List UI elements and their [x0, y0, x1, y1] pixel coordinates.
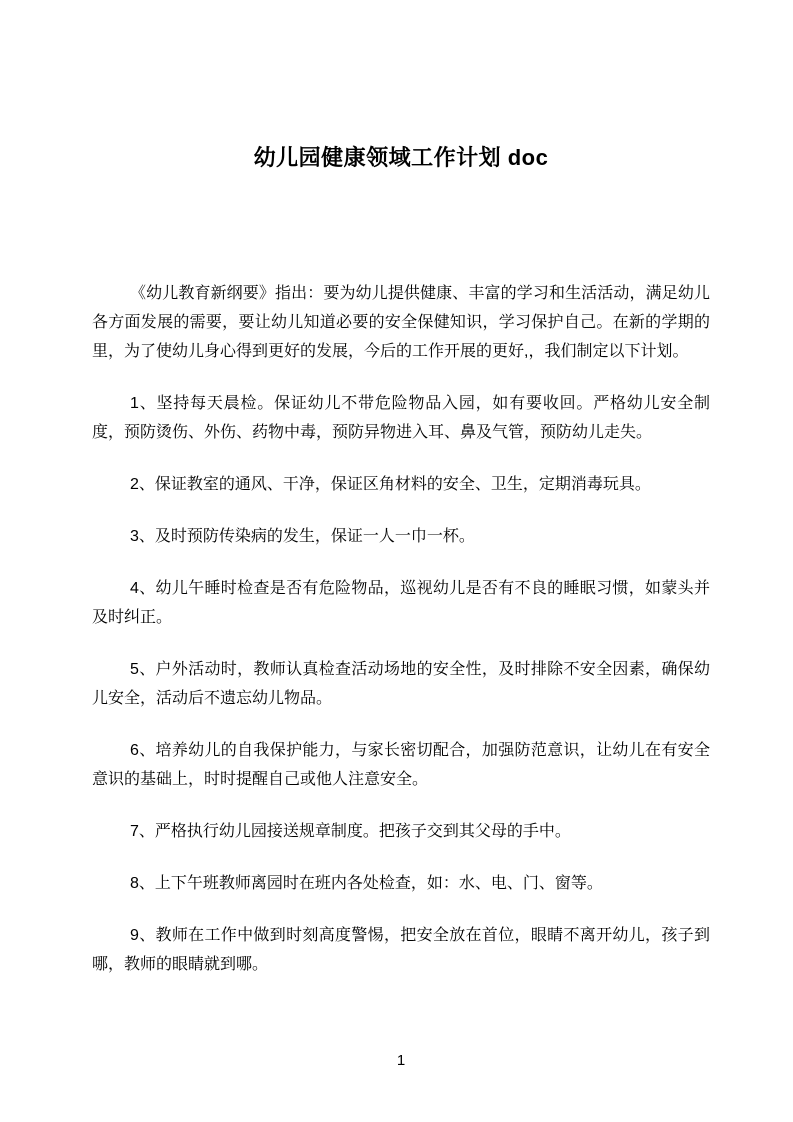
page-number: 1: [396, 1052, 406, 1069]
list-item-4: 4、幼儿午睡时检查是否有危险物品，巡视幼儿是否有不良的睡眠习惯，如蒙头并及时纠正。: [92, 580, 710, 626]
list-item-6: 6、培养幼儿的自我保护能力，与家长密切配合，加强防范意识，让幼儿在有安全意识的基础上，时时提醒自己或他人注意安全。: [92, 742, 710, 788]
intro-paragraph: 《幼儿教育新纲要》指出：要为幼儿提供健康、丰富的学习和生活活动，满足幼儿各方面发展的需要，要让幼儿知道必要的安全保健知识，学习保护自己。在新的学期的里，为了使幼儿身心得到更好的发展，今后的工作开展的更好,，我们制定以下计划。: [92, 285, 710, 360]
list-item-2: 2、保证教室的通风、干净，保证区角材料的安全、卫生，定期消毒玩具。: [130, 476, 651, 493]
list-item-7: 7、严格执行幼儿园接送规章制度。把孩子交到其父母的手中。: [130, 823, 571, 840]
list-item-5: 5、户外活动时，教师认真检查活动场地的安全性，及时排除不安全因素，确保幼儿安全，活动后不遗忘幼儿物品。: [92, 661, 710, 707]
list-item-8: 8、上下午班教师离园时在班内各处检查，如：水、电、门、窗等。: [130, 875, 603, 892]
document-title: 幼儿园健康领域工作计划 doc: [253, 145, 549, 170]
list-item-3: 3、及时预防传染病的发生，保证一人一巾一杯。: [130, 528, 475, 545]
list-item-9: 9、教师在工作中做到时刻高度警惕，把安全放在首位，眼睛不离开幼儿，孩子到哪，教师的眼睛就到哪。: [92, 927, 710, 973]
list-item-1: 1、坚持每天晨检。保证幼儿不带危险物品入园，如有要收回。严格幼儿安全制度，预防烫伤、外伤、药物中毒，预防异物进入耳、鼻及气管，预防幼儿走失。: [92, 395, 710, 441]
